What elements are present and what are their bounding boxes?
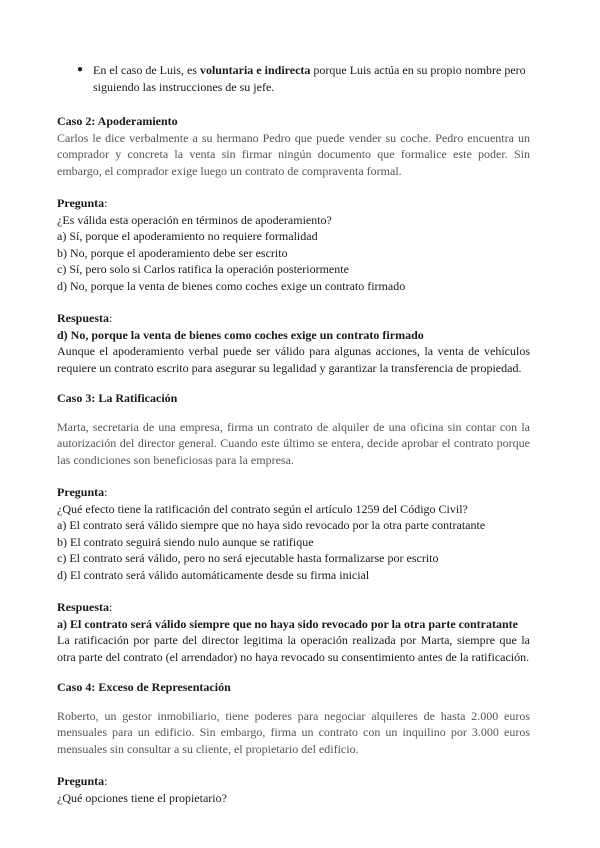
case2-question: ¿Es válida esta operación en términos de apoderamiento? [57, 212, 332, 227]
case2-answer-label: Respuesta: [57, 311, 113, 325]
case4-title: Caso 4: Exceso de Representación [57, 680, 231, 694]
case3-body: Marta, secretaria de una empresa, firma un contrato de alquiler de una oficina sin contar con la autorización del director general. Cuando este último se entera, decide aprobar el contrato porque las condiciones son beneficiosas para la empresa. [57, 419, 530, 467]
case2-body: Carlos le dice verbalmente a su hermano Pedro que puede vender su coche. Pedro encuentra un comprador y concreta la venta sin firmar ningún documento que formalice este poder. Sin embargo, el comprador exige luego un contrato de compraventa formal. [57, 130, 530, 178]
case3-answer-label: Respuesta: [57, 600, 113, 614]
case3-option-d: d) El contrato será válido automáticamente desde su firma inicial [57, 567, 370, 582]
case4-body: Roberto, un gestor inmobiliario, tiene poderes para negociar alquileres de hasta 2.000 euros mensuales para un edificio. Sin embargo, firma un contrato con un inquilino por 3.000 euros mensuales sin consultar a su cliente, el propietario del edificio. [57, 708, 530, 756]
case2-option-d: d) No, porque la venta de bienes como coches exige un contrato firmado [57, 278, 406, 293]
case2-option-a: a) Sí, porque el apoderamiento no requiere formalidad [57, 229, 318, 243]
case2-title: Caso 2: Apoderamiento [57, 114, 178, 128]
case4-question-label: Pregunta: [57, 774, 108, 788]
case3-option-b: b) El contrato seguirá siendo nulo aunque se ratifique [57, 534, 314, 549]
case3-option-a: a) El contrato será válido siempre que no haya sido revocado por la otra parte contratante [57, 518, 486, 532]
case3-option-c: c) El contrato será válido, pero no será ejecutable hasta formalizarse por escrito [57, 551, 439, 565]
intro-bullet-text: En el caso de Luis, es voluntaria e indirecta porque Luis actúa en su propio nombre pero siguiendo las instrucciones de su jefe. [93, 63, 526, 94]
case2-question-label: Pregunta: [57, 196, 108, 210]
case2-explanation: Aunque el apoderamiento verbal puede ser válido para algunas acciones, la venta de vehículos requiere un contrato escrito para asegurar su legalidad y garantizar la transferencia de propiedad. [57, 344, 530, 375]
case3-answer: a) El contrato será válido siempre que no haya sido revocado por la otra parte contratante [57, 616, 518, 631]
case3-question: ¿Qué efecto tiene la ratificación del contrato según el artículo 1259 del Código Civil? [57, 501, 468, 516]
bullet-dot-icon: ● [77, 64, 84, 75]
case3-title: Caso 3: La Ratificación [57, 391, 178, 405]
case3-question-label: Pregunta: [57, 485, 108, 499]
intro-bullet [77, 62, 530, 95]
document-page [57, 62, 530, 806]
case2-option-c: c) Sí, pero solo si Carlos ratifica la operación posteriormente [57, 262, 349, 276]
case3-explanation: La ratificación por parte del director legitima la operación realizada por Marta, siempre que la otra parte del contrato (el arrendador) no haya revocado su consentimiento antes de la ratificación. [57, 633, 530, 664]
case2-option-b: b) No, porque el apoderamiento debe ser escrito [57, 245, 288, 260]
case4-question: ¿Qué opciones tiene el propietario? [57, 790, 227, 805]
case2-answer: d) No, porque la venta de bienes como coches exige un contrato firmado [57, 327, 424, 342]
